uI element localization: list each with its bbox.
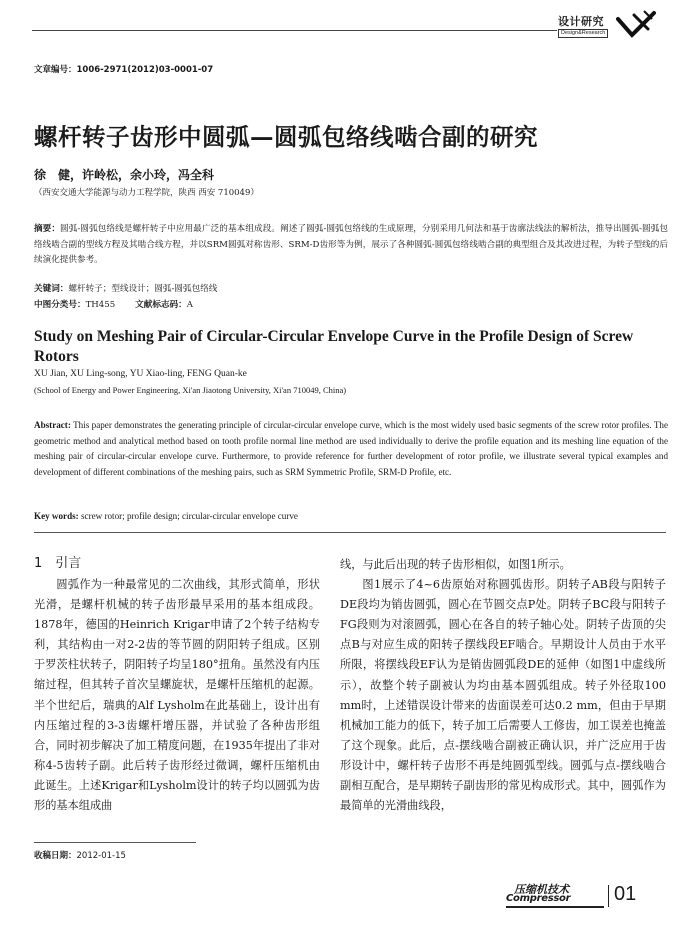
journal-section-cn: 设计研究 bbox=[558, 15, 604, 28]
doc-code-label: 文献标志码： bbox=[135, 300, 187, 310]
pen-logo-icon bbox=[614, 9, 658, 39]
abstract-cn bbox=[34, 222, 668, 269]
affiliation-cn: （西安交通大学能源与动力工程学院，陕西 西安 710049） bbox=[34, 188, 259, 198]
journal-section-mark bbox=[558, 9, 658, 37]
class-cn-label: 中图分类号： bbox=[34, 300, 86, 310]
footer-separator bbox=[608, 885, 609, 907]
authors-en: XU Jian, XU Ling-song, YU Xiao-ling, FENG Quan-ke bbox=[34, 369, 247, 379]
keywords-en-label: Key words: bbox=[34, 511, 79, 521]
title-cn: 螺杆转子齿形中圆弧—圆弧包络线啮合副的研究 bbox=[34, 123, 538, 151]
journal-brand-cn: 压缩机技术 bbox=[514, 883, 569, 896]
keywords-en-text: screw rotor; profile design; circular-circular envelope curve bbox=[81, 511, 298, 521]
page-number: 01 bbox=[614, 883, 637, 905]
received-date bbox=[34, 849, 126, 861]
body-paragraph-continued: 线，与此后出现的转子齿形相似，如图1所示。 bbox=[340, 558, 571, 571]
affiliation-en: (School of Energy and Power Engineering, Xi'an Jiaotong University, Xi'an 710049, China) bbox=[34, 385, 347, 395]
doc-code-value: A bbox=[186, 300, 193, 310]
title-en: Study on Meshing Pair of Circular-Circular Envelope Curve in the Profile Design of Screw Rotors bbox=[34, 328, 634, 365]
section-divider bbox=[34, 532, 666, 533]
body-right-column bbox=[340, 555, 666, 816]
abstract-en-text: This paper demonstrates the generating principle of circular-circular envelope curve, which is the most widely used basic segments of the screw rotor profiles. The geometric method and analytical method based on tooth profile normal line method are used individually to derive the profile equation and its meshing line equation of the meshing pair of circular-circular envelope curve. Furthermore, to provide reference for further development of rotor profile, we illustrate several typical examples and development of different combinations of the meshing pairs, such as SRM Symmetric Profile, SRM-D Profile, etc. bbox=[34, 420, 669, 477]
abstract-cn-label: 摘要： bbox=[34, 224, 61, 234]
journal-section-en: Design&Research bbox=[558, 29, 608, 38]
received-value: 2012-01-15 bbox=[76, 851, 126, 861]
authors-cn: 徐 健，许岭松，余小玲，冯全科 bbox=[34, 168, 215, 182]
abstract-cn-text: 圆弧-圆弧包络线是螺杆转子中应用最广泛的基本组成段。阐述了圆弧-圆弧包络线的生成原理，分别采用几何法和基于齿廓法线法的解析法，推导出圆弧-圆弧包络线啮合副的型线方程及其啮合线方程，并以SRM圆弧对称齿形、SRM-D齿形等为例，展示了各种圆弧-圆弧包络线啮合副的典型组合及其改进过程，为转子型线的后续演化提供参考。 bbox=[34, 224, 668, 266]
body-paragraph: 圆弧作为一种最常见的二次曲线，其形式简单，形状光滑，是螺杆机械的转子齿形最早采用的基本组成段。1878年，德国的Heinrich Krigar申请了2个转子结构专利，其结构由一对2-2齿的等节圆的阴阳转子组成。区别于罗茨柱状转子，阴阳转子均呈180°扭角。虽然没有内压缩过程，但其转子首次呈螺旋状，是螺杆压缩机的起源。半个世纪后，瑞典的Alf Lysholm在此基础上，设计出有内压缩过程的3-3齿螺杆增压器，并试验了各种齿形组合，同时初步解决了加工精度问题，在1935年提出了非对称4-5齿转子副。此后转子齿形经过微调，螺杆压缩机由此诞生。上述Krigar和Lysholm设计的转子均以圆弧为齿形的基本组成曲 bbox=[34, 578, 320, 813]
abstract-en bbox=[34, 418, 668, 480]
class-cn-value: TH455 bbox=[85, 300, 116, 310]
section-heading: 1 引言 bbox=[34, 556, 82, 571]
header-rule bbox=[32, 30, 557, 31]
received-label: 收稿日期： bbox=[34, 851, 77, 861]
keywords-en bbox=[34, 511, 298, 521]
abstract-en-label: Abstract: bbox=[34, 420, 71, 430]
classification-cn bbox=[34, 298, 193, 310]
keywords-cn-text: 螺杆转子；型线设计；圆弧-圆弧包络线 bbox=[68, 284, 218, 294]
keywords-cn-label: 关键词： bbox=[34, 284, 69, 294]
page-footer bbox=[506, 881, 666, 911]
keywords-cn bbox=[34, 282, 217, 294]
journal-brand-en: Compressor bbox=[506, 893, 571, 904]
footnote-rule bbox=[34, 842, 196, 843]
footer-bar bbox=[506, 906, 604, 908]
body-left-column bbox=[34, 555, 320, 816]
body-paragraph: 图1展示了4~6齿原始对称圆弧齿形。阴转子AB段与阳转子DE段均为销齿圆弧，圆心在节圆交点P处。阴转子BC段与阳转子FG段则为对滚圆弧，圆心在各自的转子轴心处。阴转子齿顶的尖点B与对应生成的阳转子摆线段EF啮合。早期设计人员由于水平所限，将摆线段EF认为是销齿圆弧段DE的延伸（如图1中虚线所示），故整个转子副被认为均由基本圆弧组成。转子外径取100 mm时，上述错误设计带来的齿面误差可达0.2 mm，但由于早期机械加工能力的低下，转子加工后需要人工修齿，加工误差也掩盖了这个现象。此后，点-摆线啮合副被正确认识，并广泛应用于齿形设计中，螺杆转子齿形不再是纯圆弧型线。圆弧与点-摆线啮合副相互配合，是早期转子副齿形的常见构成形式。其中，圆弧作为最简单的光滑曲线段， bbox=[340, 578, 666, 813]
article-number: 文章编号：1006-2971(2012)03-0001-07 bbox=[34, 65, 214, 75]
